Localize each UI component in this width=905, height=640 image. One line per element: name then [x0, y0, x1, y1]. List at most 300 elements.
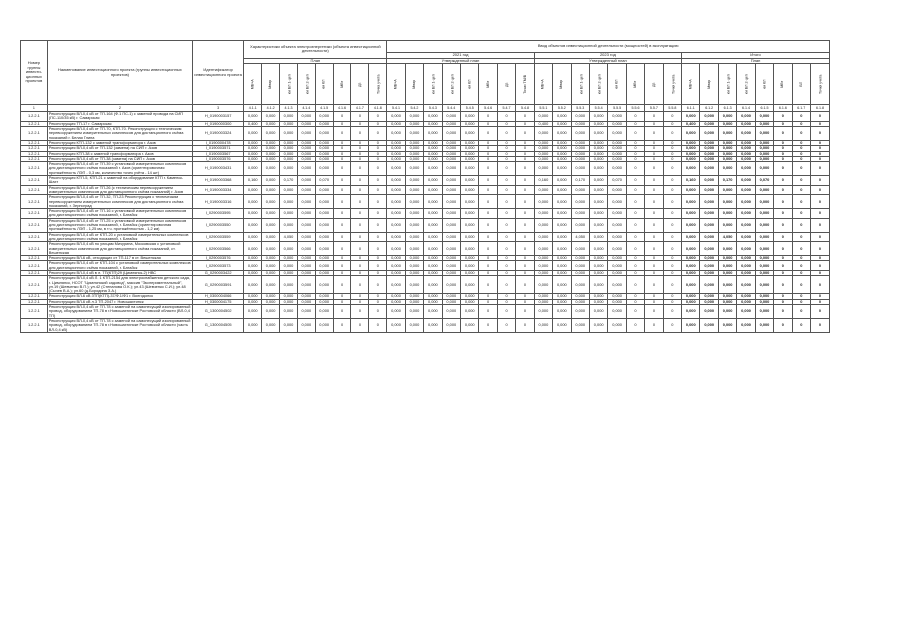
value-cell: 0 — [516, 242, 534, 256]
value-cell: 0,000 — [424, 218, 442, 232]
value-cell: 0,000 — [461, 156, 479, 161]
value-cell: 0 — [663, 270, 681, 275]
value-cell: 0 — [645, 185, 663, 195]
value-cell: 0,000 — [682, 140, 700, 145]
value-cell: 0 — [333, 140, 351, 145]
value-cell: 0,000 — [387, 162, 405, 176]
unit-header: км ВЛ 2-цеп — [737, 64, 755, 105]
column-number: 4.1.3 — [280, 105, 298, 112]
unit-header: Мвар — [553, 64, 571, 105]
value-cell: 0,000 — [682, 127, 700, 141]
value-cell: 0 — [369, 127, 387, 141]
value-cell: 0,000 — [553, 146, 571, 151]
value-cell: 0 — [516, 299, 534, 304]
col-group-number-header: Номер группы инвести-ционных проектов — [21, 41, 48, 105]
value-cell: 0,000 — [700, 195, 718, 209]
value-cell: 0 — [497, 195, 515, 209]
value-cell: 0,000 — [700, 318, 718, 332]
group-number-cell: 1.2.2.1 — [21, 151, 48, 156]
value-cell: 0 — [497, 151, 515, 156]
value-cell: 0,000 — [424, 185, 442, 195]
group-number-cell: 1.2.2.1 — [21, 318, 48, 332]
unit-header: МВ×А — [244, 64, 262, 105]
column-number: 6.1.4 — [737, 105, 755, 112]
value-cell: 0,000 — [405, 299, 423, 304]
value-cell: 0 — [774, 209, 792, 219]
value-cell: 0,000 — [280, 209, 298, 219]
value-cell: 0,000 — [553, 232, 571, 242]
value-cell: 0 — [497, 185, 515, 195]
value-cell: 0,000 — [280, 195, 298, 209]
value-cell: 0 — [479, 256, 497, 261]
project-name-cell: Реконструкция ВЛ-0,4 кВ от ТП-78 с заменой на самонесущий изолированный провод, оборудованием ТП-78 в г.Новошахтинске Ростовской области (часть ВЛ-0,4 кВ) — [47, 318, 192, 332]
column-number: 5.5.5 — [608, 105, 626, 112]
table-row — [21, 305, 830, 319]
value-cell: 0,000 — [718, 185, 736, 195]
value-cell: 0,000 — [718, 256, 736, 261]
col-project-id-header: Идентификатор инвестиционного проекта — [192, 41, 243, 105]
value-cell: 0 — [516, 318, 534, 332]
value-cell: 0,000 — [534, 156, 552, 161]
value-cell: 0,000 — [571, 156, 589, 161]
value-cell: 0,170 — [280, 176, 298, 186]
value-cell: 0 — [663, 276, 681, 294]
value-cell: 0 — [497, 305, 515, 319]
value-cell: 0,000 — [405, 112, 423, 122]
group-number-cell: 1.2.2.1 — [21, 127, 48, 141]
value-cell: 0 — [479, 146, 497, 151]
value-cell: 0,000 — [718, 242, 736, 256]
value-cell: 0 — [626, 162, 644, 176]
unit-header: км ВЛ 1-цеп — [280, 64, 298, 105]
value-cell: 0,000 — [387, 218, 405, 232]
value-cell: 0,000 — [405, 294, 423, 299]
value-cell: 0,000 — [405, 156, 423, 161]
value-cell: 0,000 — [297, 276, 315, 294]
value-cell: 0,000 — [755, 146, 773, 151]
value-cell: 0 — [479, 127, 497, 141]
value-cell: 0,000 — [442, 256, 460, 261]
value-cell: 0,000 — [387, 151, 405, 156]
value-cell: 0,000 — [315, 318, 333, 332]
value-cell: 0 — [811, 318, 830, 332]
column-number: 5.5.4 — [589, 105, 607, 112]
value-cell: 0,000 — [315, 127, 333, 141]
value-cell: 0 — [369, 209, 387, 219]
value-cell: 0,000 — [534, 185, 552, 195]
value-cell: 0,000 — [424, 232, 442, 242]
value-cell: 0,000 — [718, 209, 736, 219]
value-cell: 0 — [626, 121, 644, 126]
value-cell: 0,000 — [608, 112, 626, 122]
value-cell: 0,000 — [244, 151, 262, 156]
value-cell: 0,000 — [608, 140, 626, 145]
value-cell: 0,000 — [297, 270, 315, 275]
value-cell: 0 — [479, 185, 497, 195]
value-cell: 0,000 — [737, 261, 755, 271]
value-cell: 0,000 — [244, 218, 262, 232]
value-cell: 0 — [369, 299, 387, 304]
value-cell: 0 — [369, 218, 387, 232]
value-cell: 0,000 — [315, 242, 333, 256]
value-cell: 0 — [369, 270, 387, 275]
value-cell: 0 — [497, 176, 515, 186]
value-cell: 0,000 — [461, 185, 479, 195]
group-number-cell: 1.2.2.1 — [21, 176, 48, 186]
value-cell: 0 — [663, 162, 681, 176]
value-cell: 0,000 — [315, 305, 333, 319]
total-header: Итого — [682, 53, 830, 59]
value-cell: 0,000 — [718, 299, 736, 304]
value-cell: 0,000 — [424, 140, 442, 145]
value-cell: 0,000 — [297, 121, 315, 126]
value-cell: 0 — [792, 261, 810, 271]
value-cell: 0,000 — [682, 151, 700, 156]
value-cell: 0 — [792, 270, 810, 275]
value-cell: 0,000 — [553, 305, 571, 319]
value-cell: 0,000 — [534, 112, 552, 122]
value-cell: 0,000 — [571, 140, 589, 145]
value-cell: 0,000 — [700, 176, 718, 186]
value-cell: 0 — [645, 176, 663, 186]
value-cell: 0,000 — [461, 276, 479, 294]
value-cell: 0,000 — [589, 261, 607, 271]
table-row — [21, 242, 830, 256]
value-cell: 0 — [369, 256, 387, 261]
value-cell: 0,000 — [244, 146, 262, 151]
value-cell: 0 — [351, 242, 369, 256]
value-cell: 0 — [774, 261, 792, 271]
value-cell: 0,000 — [244, 276, 262, 294]
value-cell: 0,000 — [553, 176, 571, 186]
value-cell: 0 — [351, 185, 369, 195]
col-commissioning-header: Ввод объектов инвестиционной деятельности (мощностей) в эксплуатацию — [387, 41, 830, 53]
value-cell: 0,000 — [315, 156, 333, 161]
unit-header: км ВЛ 1-цеп — [718, 64, 736, 105]
project-name-cell: Реконструкция ВЛ-0,4 кВ Л. 1 КТП-2154 для электроснабжения детского сада, г. Цимлянск, НСОТ "Цимлянский садовод", массив "Экспериментальный", ул.19 (Шевченко В.П.); ул.42 (Степанова О.К.); ул.43 (Шевченко С.И.); ул.48 (Сычев В.А.); ул.60 (д.Бородина З.А.) — [47, 276, 192, 294]
value-cell: 0 — [626, 195, 644, 209]
value-cell: 0 — [811, 261, 830, 271]
value-cell: 0,000 — [280, 121, 298, 126]
column-number: 5.5.3 — [571, 105, 589, 112]
value-cell: 0,000 — [442, 121, 460, 126]
value-cell: 0,000 — [608, 146, 626, 151]
value-cell: 0,000 — [682, 261, 700, 271]
value-cell: 0,000 — [262, 218, 280, 232]
col-project-name-header: Наименование инвестиционного проекта (группы инвестиционных проектов) — [47, 41, 192, 105]
value-cell: 0,000 — [553, 162, 571, 176]
value-cell: 0 — [333, 242, 351, 256]
value-cell: 0 — [333, 156, 351, 161]
value-cell: 0,000 — [405, 121, 423, 126]
value-cell: 0,000 — [424, 162, 442, 176]
value-cell: 0,000 — [755, 261, 773, 271]
value-cell: 0,000 — [589, 185, 607, 195]
value-cell: 0,000 — [387, 270, 405, 275]
value-cell: 0,000 — [737, 209, 755, 219]
value-cell: 0 — [497, 242, 515, 256]
value-cell: 0,000 — [297, 218, 315, 232]
value-cell: 0,000 — [737, 276, 755, 294]
value-cell: 0 — [626, 318, 644, 332]
value-cell: 0 — [351, 127, 369, 141]
value-cell: 4,050 — [718, 232, 736, 242]
value-cell: 0,000 — [755, 156, 773, 161]
value-cell: 0,000 — [442, 276, 460, 294]
value-cell: 0,000 — [315, 256, 333, 261]
value-cell: 0 — [516, 140, 534, 145]
value-cell: 0,000 — [737, 121, 755, 126]
year-2021-header: 2021 год — [387, 53, 534, 59]
value-cell: 0,000 — [280, 242, 298, 256]
value-cell: 0 — [333, 270, 351, 275]
value-cell: 0,000 — [424, 195, 442, 209]
value-cell: 0,000 — [755, 256, 773, 261]
value-cell: 0,000 — [571, 261, 589, 271]
value-cell: 0,000 — [737, 176, 755, 186]
value-cell: 0,000 — [608, 270, 626, 275]
group-number-cell: 1.2.2.1 — [21, 146, 48, 151]
value-cell: 0,000 — [553, 276, 571, 294]
project-id-cell: H_0190003324 — [192, 127, 243, 141]
unit-header: Мвар — [700, 64, 718, 105]
value-cell: 0,000 — [718, 151, 736, 156]
value-cell: 0,000 — [589, 305, 607, 319]
value-cell: 0,000 — [297, 318, 315, 332]
unit-header: ВЛ — [792, 64, 810, 105]
value-cell: 0,000 — [442, 305, 460, 319]
value-cell: 0 — [811, 218, 830, 232]
value-cell: 0 — [351, 305, 369, 319]
unit-header: Точки учета — [663, 64, 681, 105]
value-cell: 0,000 — [442, 261, 460, 271]
value-cell: 0 — [663, 256, 681, 261]
value-cell: 0,000 — [442, 185, 460, 195]
column-number: 5.4.5 — [461, 105, 479, 112]
value-cell: 0 — [333, 112, 351, 122]
value-cell: 0,000 — [315, 218, 333, 232]
value-cell: 0,000 — [387, 140, 405, 145]
unit-header: Точки ТМ/В — [516, 64, 534, 105]
value-cell: 0 — [663, 140, 681, 145]
value-cell: 0,000 — [553, 121, 571, 126]
value-cell: 0,000 — [553, 261, 571, 271]
value-cell: 0,000 — [700, 140, 718, 145]
column-number: 6.1.3 — [718, 105, 736, 112]
value-cell: 0,000 — [387, 195, 405, 209]
value-cell: 0 — [645, 294, 663, 299]
investment-table — [20, 40, 830, 333]
group-number-cell: 1.2.2.1 — [21, 256, 48, 261]
value-cell: 0,000 — [571, 299, 589, 304]
value-cell: 0 — [811, 127, 830, 141]
value-cell: 0 — [792, 127, 810, 141]
unit-header: км ВЛ 2-цеп — [589, 64, 607, 105]
value-cell: 0,000 — [405, 276, 423, 294]
value-cell: 0,000 — [442, 146, 460, 151]
value-cell: 0 — [645, 146, 663, 151]
value-cell: 0,000 — [244, 261, 262, 271]
value-cell: 0,000 — [461, 112, 479, 122]
value-cell: 0,000 — [553, 151, 571, 156]
value-cell: 0,000 — [280, 294, 298, 299]
value-cell: 0,000 — [461, 256, 479, 261]
value-cell: 0,000 — [315, 185, 333, 195]
project-id-cell: G_0290003591 — [192, 276, 243, 294]
column-number: 2 — [47, 105, 192, 112]
value-cell: 0 — [369, 242, 387, 256]
value-cell: 0 — [333, 162, 351, 176]
value-cell: 0,000 — [534, 162, 552, 176]
value-cell: 0,000 — [405, 195, 423, 209]
table-row — [21, 112, 830, 122]
value-cell: 0,000 — [589, 195, 607, 209]
value-cell: 0,000 — [280, 185, 298, 195]
value-cell: 0,000 — [405, 146, 423, 151]
value-cell: 0,000 — [297, 242, 315, 256]
value-cell: 0,000 — [534, 140, 552, 145]
value-cell: 0,000 — [700, 270, 718, 275]
value-cell: 0 — [333, 209, 351, 219]
value-cell: 0,000 — [608, 151, 626, 156]
value-cell: 0 — [516, 112, 534, 122]
value-cell: 0 — [811, 146, 830, 151]
value-cell: 0,000 — [700, 146, 718, 151]
value-cell: 0,000 — [262, 162, 280, 176]
column-number: 4.1.1 — [244, 105, 262, 112]
project-id-cell: I_0190003576 — [192, 156, 243, 161]
value-cell: 0,000 — [280, 127, 298, 141]
value-cell: 0,000 — [755, 140, 773, 145]
value-cell: 0,000 — [571, 146, 589, 151]
value-cell: 0 — [351, 294, 369, 299]
project-id-cell: I_0290003576 — [192, 256, 243, 261]
table-row — [21, 185, 830, 195]
unit-header: др. — [497, 64, 515, 105]
unit-header: Точки учета — [811, 64, 830, 105]
value-cell: 0,000 — [262, 146, 280, 151]
value-cell: 0,000 — [534, 242, 552, 256]
value-cell: 0,000 — [315, 112, 333, 122]
value-cell: 0 — [516, 127, 534, 141]
value-cell: 0,000 — [424, 242, 442, 256]
value-cell: 0,000 — [297, 209, 315, 219]
value-cell: 0,000 — [424, 318, 442, 332]
value-cell: 0 — [333, 305, 351, 319]
value-cell: 0 — [351, 261, 369, 271]
value-cell: 0 — [774, 127, 792, 141]
value-cell: 0 — [369, 121, 387, 126]
value-cell: 0 — [333, 276, 351, 294]
value-cell: 0 — [351, 256, 369, 261]
value-cell: 0 — [369, 294, 387, 299]
column-number: 5.4.2 — [405, 105, 423, 112]
value-cell: 0 — [479, 151, 497, 156]
value-cell: 0,000 — [755, 127, 773, 141]
value-cell: 0 — [663, 305, 681, 319]
value-cell: 0 — [645, 156, 663, 161]
value-cell: 0 — [792, 112, 810, 122]
value-cell: 0,000 — [315, 162, 333, 176]
value-cell: 0,000 — [387, 121, 405, 126]
value-cell: 0 — [479, 270, 497, 275]
value-cell: 0,000 — [553, 270, 571, 275]
value-cell: 0,000 — [589, 156, 607, 161]
value-cell: 0,000 — [682, 162, 700, 176]
value-cell: 0 — [774, 185, 792, 195]
value-cell: 0,000 — [244, 162, 262, 176]
value-cell: 0 — [369, 195, 387, 209]
value-cell: 0,000 — [280, 146, 298, 151]
value-cell: 0,000 — [297, 156, 315, 161]
value-cell: 0 — [811, 140, 830, 145]
value-cell: 0,000 — [244, 185, 262, 195]
value-cell: 0 — [516, 162, 534, 176]
value-cell: 0,000 — [682, 318, 700, 332]
value-cell: 0 — [369, 151, 387, 156]
value-cell: 0,000 — [461, 270, 479, 275]
value-cell: 0 — [663, 151, 681, 156]
unit-header: км ВЛ 2-цеп — [442, 64, 460, 105]
value-cell: 0,000 — [405, 185, 423, 195]
value-cell: 0,000 — [461, 294, 479, 299]
value-cell: 0,000 — [608, 195, 626, 209]
value-cell: 0,000 — [244, 195, 262, 209]
value-cell: 0,000 — [315, 140, 333, 145]
value-cell: 0,000 — [387, 176, 405, 186]
value-cell: 0,000 — [755, 242, 773, 256]
value-cell: 0,000 — [424, 121, 442, 126]
column-number: 5.4.7 — [497, 105, 515, 112]
value-cell: 0 — [811, 242, 830, 256]
project-name-cell: Реконструкция ВЛ-0,4 кВ от ТП-70, КТП-70. Реконструкция с техническим перевооружением измерительных комплексов для дистанционного съёма показаний г. Белая Глина — [47, 127, 192, 141]
value-cell: 0 — [516, 121, 534, 126]
value-cell: 0,000 — [755, 232, 773, 242]
value-cell: 0,000 — [387, 261, 405, 271]
value-cell: 0,000 — [571, 127, 589, 141]
project-id-cell: H_0190003316 — [192, 195, 243, 209]
project-name-cell: Реконструкция ВЛ-0,4 кВ от ТП-25 с установкой измерительных комплексов для дистанционного съёма показаний, г. Батайск (ориентировочная протяжённость ЛЭП - 1,25 км, в т.ч. протяжённостью - 1,2 км) — [47, 218, 192, 232]
value-cell: 0,000 — [424, 294, 442, 299]
project-name-cell: Реконструкция ВЛ-0,4 кВ от ТП-38 (замена) на СИП г. Азов — [47, 156, 192, 161]
value-cell: 0,000 — [589, 140, 607, 145]
value-cell: 0,000 — [442, 162, 460, 176]
unit-header: км ВЛ 2-цеп — [297, 64, 315, 105]
value-cell: 0,160 — [534, 176, 552, 186]
value-cell: 0,000 — [718, 162, 736, 176]
value-cell: 0 — [497, 232, 515, 242]
value-cell: 0,000 — [534, 195, 552, 209]
value-cell: 0 — [479, 276, 497, 294]
value-cell: 0,000 — [608, 276, 626, 294]
value-cell: 0 — [626, 209, 644, 219]
value-cell: 0,000 — [553, 242, 571, 256]
value-cell: 0 — [626, 176, 644, 186]
value-cell: 0,000 — [682, 270, 700, 275]
value-cell: 0 — [497, 294, 515, 299]
value-cell: 0,000 — [589, 242, 607, 256]
value-cell: 0 — [663, 218, 681, 232]
value-cell: 0 — [516, 176, 534, 186]
value-cell: 0,160 — [244, 176, 262, 186]
value-cell: 0,000 — [315, 299, 333, 304]
table-row — [21, 232, 830, 242]
value-cell: 0,000 — [442, 176, 460, 186]
value-cell: 0,000 — [461, 151, 479, 156]
value-cell: 0 — [369, 140, 387, 145]
value-cell: 0,000 — [608, 305, 626, 319]
value-cell: 0,000 — [442, 294, 460, 299]
